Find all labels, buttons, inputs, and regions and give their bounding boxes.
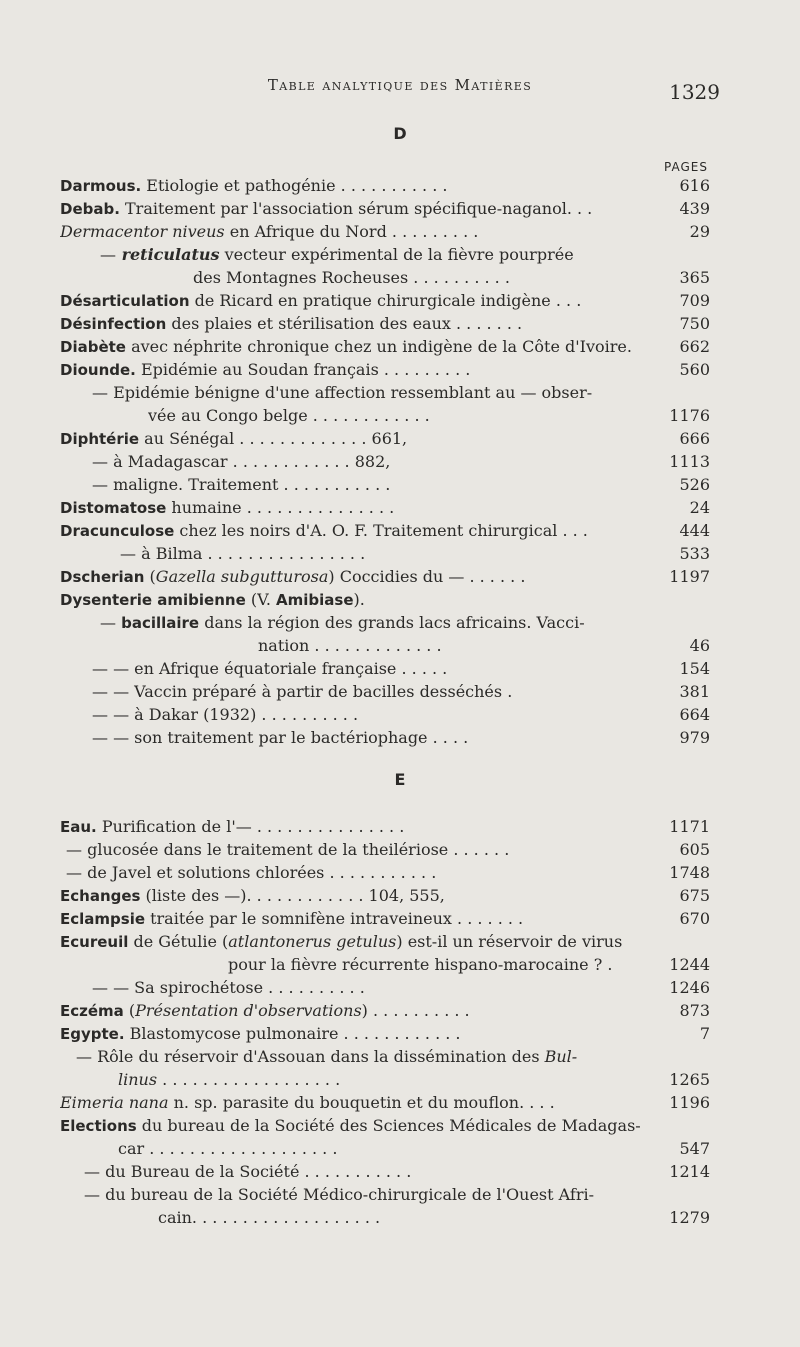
index-entry	[0, 976, 800, 999]
entry-text	[60, 335, 650, 359]
index-entry	[0, 726, 800, 749]
entry-page-number: 46	[689, 636, 710, 655]
entry-page-number: 979	[679, 728, 710, 747]
index-entry	[0, 838, 800, 861]
index-entry	[0, 861, 800, 884]
entry-text-segment: Echanges	[60, 887, 141, 905]
page-number: 1329	[669, 80, 720, 104]
index-entry	[0, 1091, 800, 1114]
entry-text	[60, 197, 650, 221]
index-entry	[0, 815, 800, 838]
entry-page-number: 24	[689, 498, 710, 517]
entry-page-number: 709	[679, 291, 710, 310]
index-entry	[0, 289, 800, 312]
entry-text-segment: nation . . . . . . . . . . . . .	[258, 636, 442, 655]
entry-text-segment: Eczéma	[60, 1002, 124, 1020]
entry-page-number: 1279	[669, 1208, 710, 1227]
entry-text-segment: ) Coccidies du — . . . . . .	[328, 567, 526, 586]
entry-text	[100, 611, 650, 635]
entry-text-segment: Distomatose	[60, 499, 167, 517]
entry-text-segment: — Epidémie bénigne d'une affection ressemblant au — obser-	[92, 383, 593, 402]
index-entry	[0, 197, 800, 220]
entry-text-segment: des Montagnes Rocheuses . . . . . . . . . .	[193, 268, 510, 287]
entry-page-number: 1176	[669, 406, 710, 425]
index-entry	[0, 1114, 800, 1137]
entry-text	[120, 542, 650, 565]
entry-text-segment: ) . . . . . . . . . .	[361, 1001, 470, 1020]
entry-text	[60, 565, 650, 589]
entry-text-segment: — du bureau de la Société Médico-chirurgicale de l'Ouest Afri-	[84, 1185, 594, 1204]
entry-text-segment: Dscherian	[60, 568, 145, 586]
entry-page-number: 1265	[669, 1070, 710, 1089]
index-entry	[0, 1183, 800, 1206]
index-entry	[0, 611, 800, 634]
index-entry	[0, 427, 800, 450]
entry-page-number: 616	[679, 176, 710, 195]
entry-text-segment: — à Madagascar . . . . . . . . . . . . 882,	[92, 452, 391, 471]
index-entry	[0, 703, 800, 726]
entry-page-number: 670	[679, 909, 710, 928]
entry-text-segment: Traitement par l'association sérum spécifique-naganol. . .	[119, 199, 593, 218]
entry-text-segment: Désinfection	[60, 315, 167, 333]
index-entry	[0, 473, 800, 496]
entry-text-segment: Etiologie et pathogénie . . . . . . . . . . .	[141, 176, 448, 195]
entry-page-number: 873	[679, 1001, 710, 1020]
index-entry	[0, 930, 800, 953]
entry-text-segment: Dysenterie amibienne	[60, 591, 246, 609]
entry-text	[66, 838, 650, 861]
entry-text	[92, 976, 650, 999]
entry-text-segment: chez les noirs d'A. O. F. Traitement chirurgical . . .	[174, 521, 588, 540]
entry-text	[60, 815, 650, 839]
index-entry	[0, 542, 800, 565]
entry-page-number: 154	[679, 659, 710, 678]
entry-text-segment: Elections	[60, 1117, 137, 1135]
entry-text-segment: cain. . . . . . . . . . . . . . . . . . .	[158, 1208, 381, 1227]
entry-text	[84, 1183, 650, 1206]
entry-text-segment: Blastomycose pulmonaire . . . . . . . . . . . .	[124, 1024, 461, 1043]
entry-text-segment: avec néphrite chronique chez un indigène de la Côte d'Ivoire.	[125, 337, 632, 356]
entry-text	[60, 289, 650, 313]
index-entry	[0, 519, 800, 542]
index-entry	[0, 220, 800, 243]
entry-text-segment: Désarticulation	[60, 292, 190, 310]
entry-text	[92, 450, 650, 473]
entry-page-number: 662	[679, 337, 710, 356]
entry-text-segment: vée au Congo belge . . . . . . . . . . . .	[148, 406, 430, 425]
entry-page-number: 1196	[669, 1093, 710, 1112]
entry-text-segment: — — Vaccin préparé à partir de bacilles desséchés .	[92, 682, 513, 701]
entry-page-number: 1748	[669, 863, 710, 882]
entry-text	[60, 519, 650, 543]
entry-page-number: 365	[679, 268, 710, 287]
index-entry	[0, 953, 800, 976]
entry-text	[76, 1045, 650, 1068]
entry-text-segment: — glucosée dans le traitement de la theilériose . . . . . .	[66, 840, 510, 859]
entry-text	[60, 884, 650, 908]
entry-text-segment: car . . . . . . . . . . . . . . . . . . .	[118, 1139, 338, 1158]
entry-text	[118, 1068, 650, 1091]
section-letter-d: D	[393, 124, 407, 143]
entry-text-segment: bacillaire	[121, 614, 200, 632]
entry-text	[92, 703, 650, 726]
entry-text-segment: — — en Afrique équatoriale française . . . . .	[92, 659, 448, 678]
entry-text-segment: (liste des —). . . . . . . . . . . . 104, 555,	[140, 886, 445, 905]
index-entry	[0, 358, 800, 381]
index-entry	[0, 680, 800, 703]
index-entry	[0, 381, 800, 404]
entry-text-segment: de Ricard en pratique chirurgicale indigène . . .	[189, 291, 582, 310]
entry-text-segment: Bul-	[544, 1047, 578, 1066]
entry-page-number: 7	[699, 1024, 710, 1043]
entry-text-segment: du bureau de la Société des Sciences Médicales de Madagas-	[136, 1116, 641, 1135]
entry-text-segment: Ecureuil	[60, 933, 129, 951]
entry-text-segment: (V.	[245, 590, 277, 609]
entry-text	[92, 473, 650, 496]
index-entry	[0, 1137, 800, 1160]
entry-text	[60, 907, 650, 931]
entry-text	[60, 1091, 650, 1114]
entry-text	[60, 220, 650, 243]
section-letter-e: E	[394, 770, 406, 789]
entry-text-segment: n. sp. parasite du bouquetin et du mouflon. . . .	[168, 1093, 555, 1112]
entry-page-number: 1197	[669, 567, 710, 586]
entry-text	[92, 726, 650, 749]
entry-text-segment: (	[123, 1001, 136, 1020]
entry-page-number: 439	[679, 199, 710, 218]
entry-text-segment: de Gétulie (	[128, 932, 229, 951]
entry-text-segment: Purification de l'— . . . . . . . . . . . . . . .	[96, 817, 405, 836]
index-entry	[0, 657, 800, 680]
index-entry	[0, 174, 800, 197]
entry-text	[60, 1022, 650, 1046]
entry-text	[92, 381, 650, 404]
index-entry	[0, 884, 800, 907]
index-entry	[0, 1206, 800, 1229]
index-entry	[0, 312, 800, 335]
entry-page-number: 1214	[669, 1162, 710, 1181]
index-entry	[0, 1045, 800, 1068]
entry-text-segment: Dracunculose	[60, 522, 175, 540]
entry-text-segment: Diphtérie	[60, 430, 140, 448]
entry-text-segment: ).	[353, 590, 365, 609]
entry-page-number: 1171	[669, 817, 710, 836]
index-entry	[0, 450, 800, 473]
entry-text	[118, 1137, 650, 1160]
entry-text-segment: Debab.	[60, 200, 120, 218]
section-e-entries	[0, 815, 800, 1229]
entry-text-segment: Gazella subgutturosa	[155, 567, 329, 586]
entry-text-segment: — Rôle du réservoir d'Assouan dans la dissémination des	[76, 1047, 545, 1066]
index-entry	[0, 565, 800, 588]
index-entry	[0, 999, 800, 1022]
entry-text	[60, 999, 650, 1023]
entry-text	[60, 174, 650, 198]
entry-text-segment: Eimeria nana	[60, 1093, 169, 1112]
entry-text-segment: Epidémie au Soudan français . . . . . . . . .	[135, 360, 471, 379]
entry-text-segment: Amibiase	[276, 591, 354, 609]
index-entry	[0, 907, 800, 930]
entry-text	[60, 312, 650, 336]
entry-text-segment: dans la région des grands lacs africains. Vacci-	[199, 613, 585, 632]
entry-text	[60, 427, 650, 451]
entry-text	[60, 496, 650, 520]
entry-text-segment: Diabète	[60, 338, 126, 356]
entry-text-segment: Eclampsie	[60, 910, 146, 928]
entry-page-number: 664	[679, 705, 710, 724]
entry-page-number: 1246	[669, 978, 710, 997]
entry-text-segment: des plaies et stérilisation des eaux . . . . . . .	[166, 314, 523, 333]
entry-text-segment: au Sénégal . . . . . . . . . . . . . 661,	[139, 429, 408, 448]
entry-text-segment: — du Bureau de la Société . . . . . . . . . . .	[84, 1162, 412, 1181]
index-entry	[0, 496, 800, 519]
entry-text	[84, 1160, 650, 1183]
index-entry	[0, 1068, 800, 1091]
entry-page-number: 560	[679, 360, 710, 379]
entry-text-segment: Egypte.	[60, 1025, 125, 1043]
entry-text	[60, 358, 650, 382]
entry-page-number: 381	[679, 682, 710, 701]
entry-text-segment: — — Sa spirochétose . . . . . . . . . .	[92, 978, 365, 997]
entry-text-segment: humaine . . . . . . . . . . . . . . .	[166, 498, 395, 517]
running-head-title: Table analytique des Matières	[267, 76, 533, 94]
entry-text-segment: Eau.	[60, 818, 97, 836]
entry-text	[148, 404, 650, 427]
entry-page-number: 675	[679, 886, 710, 905]
entry-text	[193, 266, 650, 289]
index-entry	[0, 243, 800, 266]
entry-page-number: 1113	[669, 452, 710, 471]
entry-text-segment: vecteur expérimental de la fièvre pourprée	[219, 245, 574, 264]
entry-page-number: 29	[689, 222, 710, 241]
entry-text	[158, 1206, 650, 1229]
entry-text-segment: —	[100, 245, 116, 264]
index-entry	[0, 634, 800, 657]
entry-page-number: 666	[679, 429, 710, 448]
entry-text-segment: — — à Dakar (1932) . . . . . . . . . .	[92, 705, 359, 724]
entry-text	[92, 657, 650, 680]
entry-text	[60, 930, 650, 954]
entry-text-segment: linus	[118, 1070, 158, 1089]
index-entry	[0, 588, 800, 611]
index-entry	[0, 1022, 800, 1045]
entry-page-number: 547	[679, 1139, 710, 1158]
entry-text	[100, 243, 650, 266]
entry-text-segment: Darmous.	[60, 177, 142, 195]
entry-text-segment: en Afrique du Nord . . . . . . . . .	[224, 222, 479, 241]
entry-page-number: 750	[679, 314, 710, 333]
pages-column-label: PAGES	[664, 160, 708, 174]
entry-text-segment: pour la fièvre récurrente hispano-marocaine ? .	[228, 955, 613, 974]
entry-text-segment: — maligne. Traitement . . . . . . . . . . .	[92, 475, 391, 494]
entry-text	[60, 588, 650, 612]
entry-text	[92, 680, 650, 703]
entry-text-segment: — — son traitement par le bactériophage . . . .	[92, 728, 469, 747]
entry-text-segment: Présentation d'observations	[135, 1001, 362, 1020]
entry-page-number: 533	[679, 544, 710, 563]
index-entry	[0, 1160, 800, 1183]
entry-text-segment: — à Bilma . . . . . . . . . . . . . . . .	[120, 544, 366, 563]
entry-text	[228, 953, 650, 976]
index-entry	[0, 335, 800, 358]
section-d-entries	[0, 174, 800, 749]
entry-text-segment: traitée par le somnifène intraveineux . . . . . . .	[145, 909, 524, 928]
entry-text-segment: —	[100, 613, 122, 632]
entry-text	[60, 1114, 650, 1138]
entry-text-segment: Dermacentor niveus	[60, 222, 225, 241]
entry-text-segment: atlantonerus getulus	[228, 932, 397, 951]
entry-text-segment: reticulatus	[116, 245, 220, 264]
entry-text	[258, 634, 650, 657]
entry-text-segment: (	[144, 567, 156, 586]
entry-page-number: 605	[679, 840, 710, 859]
entry-text	[66, 861, 650, 884]
entry-text-segment: ) est-il un réservoir de virus	[396, 932, 623, 951]
entry-text-segment: . . . . . . . . . . . . . . . . . .	[157, 1070, 341, 1089]
entry-text-segment: Diounde.	[60, 361, 136, 379]
index-entry	[0, 404, 800, 427]
entry-page-number: 1244	[669, 955, 710, 974]
entry-text-segment: — de Javel et solutions chlorées . . . . . . . . . . .	[66, 863, 437, 882]
entry-page-number: 526	[679, 475, 710, 494]
index-entry	[0, 266, 800, 289]
entry-page-number: 444	[679, 521, 710, 540]
